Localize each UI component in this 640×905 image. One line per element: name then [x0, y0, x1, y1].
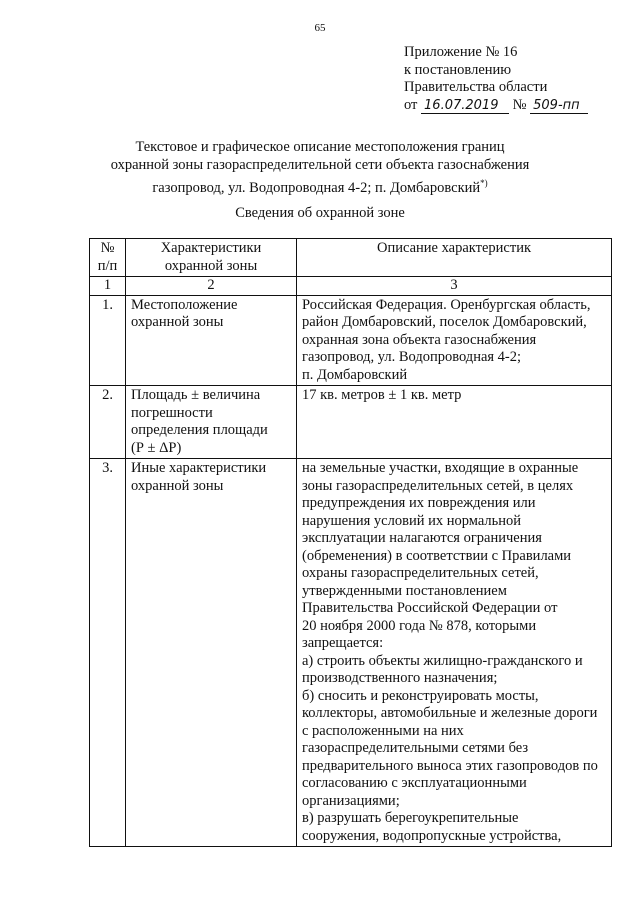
text-line: охранной зоны [131, 314, 224, 330]
title-line-1: Текстовое и графическое описание местоположения границ [135, 139, 505, 155]
text-line: предварительного выноса этих газопроводов по [302, 757, 598, 774]
table-row [90, 459, 612, 847]
text-line: зоны газораспределительных сетей, в целях [302, 477, 574, 494]
appendix-line-1: Приложение № 16 [404, 44, 518, 60]
row-characteristic [126, 386, 297, 459]
row-description [297, 295, 612, 386]
text-line: на земельные участки, входящие в охранные [302, 460, 579, 476]
header-number-line-2: п/п [97, 257, 118, 274]
text-line: Правительства Российской Федерации от [302, 600, 558, 616]
text-line: охраны газораспределительных сетей, [302, 565, 539, 581]
text-line: в) разрушать берегоукрепительные [302, 810, 519, 826]
text-line: Местоположение [131, 296, 238, 313]
text-line: 20 ноября 2000 года № 878, которыми [302, 617, 537, 634]
table-row [90, 295, 612, 386]
column-number: 3 [297, 277, 612, 296]
text-line: с расположенными на них [302, 722, 464, 739]
appendix-line-2: к постановлению [404, 61, 512, 78]
number-label: № [512, 96, 527, 113]
text-line: район Домбаровский, поселок Домбаровский, [302, 314, 587, 330]
row-description [297, 459, 612, 847]
title-line-3 [0, 174, 640, 197]
text-line: нарушения условий их нормальной [302, 512, 522, 529]
header-characteristic-line-1: Характеристики [160, 240, 262, 256]
row-number: 1. [90, 295, 126, 386]
row-number: 2. [90, 386, 126, 459]
text-line: п. Домбаровский [302, 366, 408, 383]
text-line: газораспределительными сетями без [302, 740, 529, 756]
column-number: 2 [126, 277, 297, 296]
text-line: а) строить объекты жилищно-гражданского и [302, 652, 583, 669]
header-characteristic [126, 239, 297, 277]
column-number: 1 [90, 277, 126, 296]
text-line: определения площади [131, 422, 268, 438]
header-characteristic-line-2: охранной зоны [164, 257, 258, 274]
footnote-mark: *) [480, 178, 488, 188]
text-line: Площадь ± величина [131, 387, 261, 403]
text-line: охранная зона объекта газоснабжения [302, 331, 537, 348]
text-line: коллекторы, автомобильные и железные дороги [302, 705, 598, 721]
text-line: согласованию с эксплуатационными [302, 775, 527, 791]
text-line: Иные характеристики [131, 460, 267, 476]
header-description: Описание характеристик [297, 239, 612, 277]
text-line: сооружения, водопропускные устройства, [302, 827, 562, 844]
text-line: погрешности [131, 404, 213, 421]
appendix-block [404, 44, 588, 114]
appendix-date-line [404, 97, 588, 115]
text-line: запрещается: [302, 635, 384, 651]
text-line: (Р ± ΔР) [131, 439, 182, 456]
text-line: 17 кв. метров ± 1 кв. метр [302, 387, 462, 403]
row-characteristic [126, 459, 297, 847]
text-line: б) сносить и реконструировать мосты, [302, 687, 539, 704]
header-number [90, 239, 126, 277]
text-line: предупреждения их повреждения или [302, 495, 536, 511]
handwritten-date: 16.07.2019 [421, 99, 509, 114]
table-row [90, 386, 612, 459]
page-number: 65 [314, 22, 326, 34]
protection-zone-table [89, 238, 612, 847]
text-line: (обременения) в соответствии с Правилами [302, 547, 572, 564]
text-line: газопровод, ул. Водопроводная 4-2; [302, 349, 522, 365]
text-line: производственного назначения; [302, 670, 498, 686]
header-number-line-1: № [100, 240, 115, 256]
row-number: 3. [90, 459, 126, 847]
column-numbers-row [90, 277, 612, 296]
text-line: охранной зоны [131, 477, 224, 494]
table-header-row [90, 239, 612, 277]
text-line: Российская Федерация. Оренбургская область, [302, 296, 591, 313]
from-label: от [404, 96, 418, 113]
row-description [297, 386, 612, 459]
title-line-2: охранной зоны газораспределительной сети объекта газоснабжения [110, 157, 530, 173]
text-line: эксплуатации налагаются ограничения [302, 530, 542, 546]
text-line: организациями; [302, 792, 400, 809]
text-line: утвержденными постановлением [302, 582, 507, 599]
handwritten-number: 509-пп [530, 99, 588, 114]
appendix-line-3: Правительства области [404, 79, 548, 95]
title-line-3-text: газопровод, ул. Водопроводная 4-2; п. Домбаровский [152, 179, 481, 196]
section-title: Сведения об охранной зоне [235, 205, 405, 221]
document-title [0, 138, 640, 197]
row-characteristic [126, 295, 297, 386]
